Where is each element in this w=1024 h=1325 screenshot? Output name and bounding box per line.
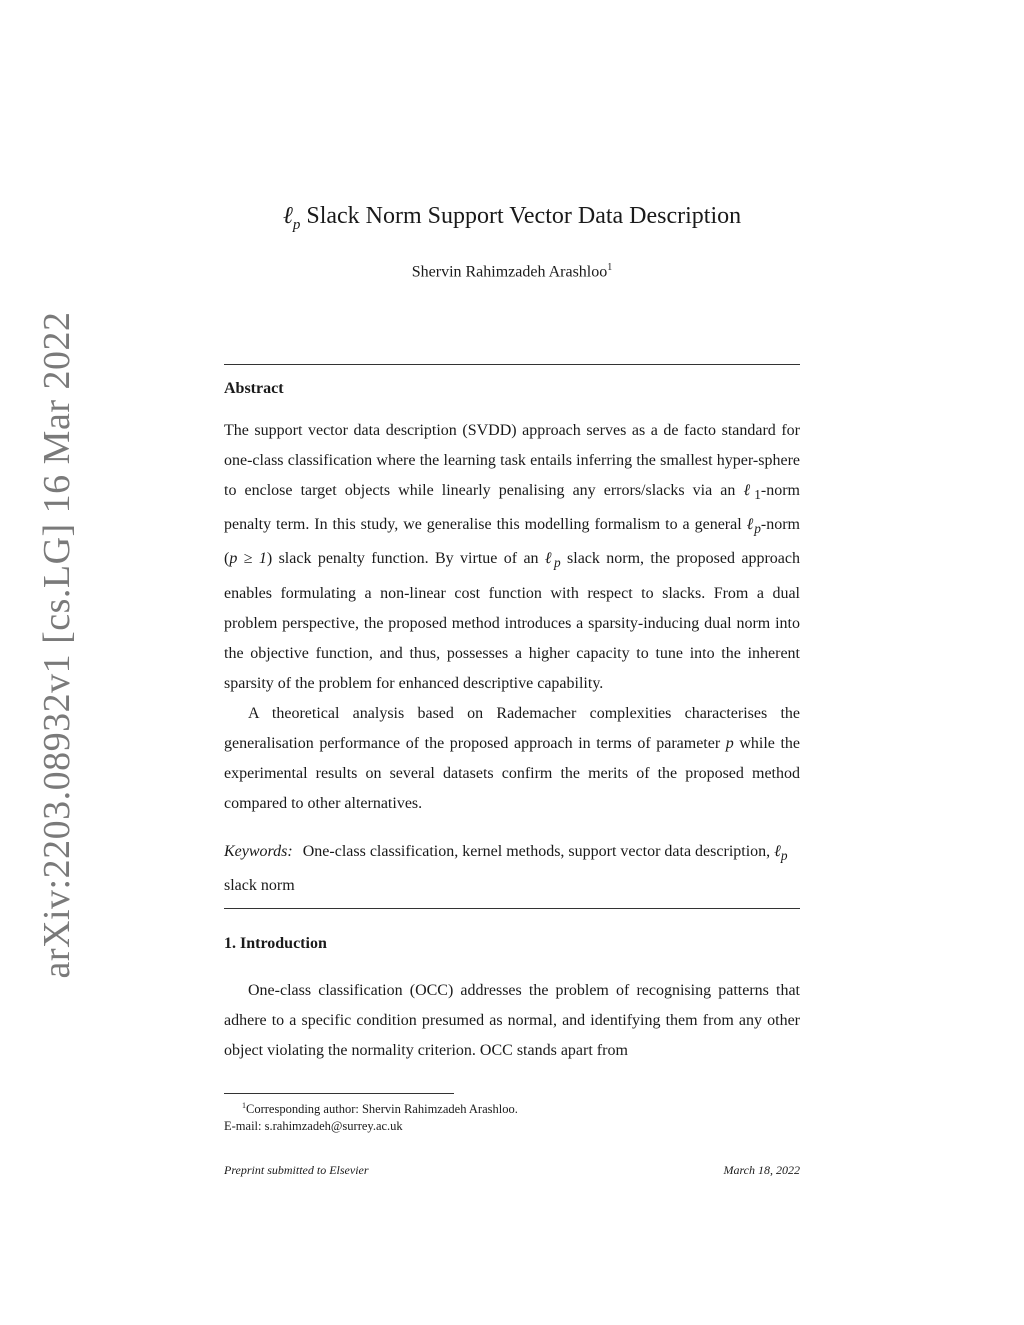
footnote-rule [224,1093,454,1094]
introduction-paragraph: One-class classification (OCC) addresses the problem of recognising patterns that adhere to a specific condition presumed as normal, and identifying them from any other object violating the normality criterion. OCC stands apart from [224,982,800,1059]
abstract-text: ) slack penalty function. By virtue of an [266,550,545,568]
math-ell: ℓ [774,843,781,860]
abstract-text: slack norm, the proposed approach enables formulating a non-linear cost function with respect to slacks. From a dual problem perspective, the proposed method introduces a sparsity-inducing dual norm into the objective function, and thus, possesses a higher capacity to tune into the inherent sparsity of the problem for enhanced descriptive capability. [224,550,801,692]
footnote-text: Corresponding author: Shervin Rahimzadeh Arashloo. [246,1102,518,1117]
author-line [0,262,1024,281]
keywords-label: Keywords: [224,843,293,860]
math-subscript: p [780,848,788,864]
keywords-text: One-class classification, kernel methods, support vector data description, [302,843,775,860]
math-subscript: 1 [754,487,761,503]
abstract-text: -norm ( [224,516,800,568]
abstract-bottom-rule [224,908,800,909]
title-ell-symbol: ℓ [282,203,293,229]
abstract-text: A theoretical analysis based on Rademacher complexities characterises the generalisation performance of the proposed approach in terms of parameter [224,704,800,752]
footnote-marker: 1 [242,1101,246,1110]
keywords [224,837,800,901]
math-ell: ℓ [544,550,554,568]
keywords-tail: slack norm [224,877,295,895]
title-text: Slack Norm Support Vector Data Description [300,203,742,229]
paper-title [0,203,1024,234]
math-subscript: p [754,521,761,537]
footnote [224,1097,518,1135]
footer-left: Preprint submitted to Elsevier [224,1163,369,1177]
section-heading-introduction: 1. Introduction [224,935,327,952]
math-subscript: p [553,555,561,571]
arxiv-identifier-stamp: arXiv:2203.08932v1 [cs.LG] 16 Mar 2022 [36,311,78,979]
abstract-paragraph-2 [224,699,800,819]
math-ell: ℓ [746,516,755,534]
page-footer [224,1163,800,1178]
author-footnote-marker: 1 [607,262,613,273]
footnote-line-2: E-mail: s.rahimzadeh@surrey.ac.uk [224,1119,403,1134]
abstract-paragraph-1 [224,416,800,699]
abstract-text: while the experimental results on several datasets confirm the merits of the proposed method compared to other alternatives. [224,734,801,812]
math-ell: ℓ [743,482,755,499]
abstract-text: -norm penalty term. In this study, we generalise this modelling formalism to a general [224,482,800,534]
math-variable: p [725,734,734,752]
author-name: Shervin Rahimzadeh Arashloo [411,263,608,281]
title-subscript: p [292,216,301,233]
abstract-top-rule [224,364,800,365]
abstract-text: The support vector data description (SVDD) approach serves as a de facto standard for one-class classification where the learning task entails inferring the smallest hyper-sphere to enclose target objects while linearly penalising any errors/slacks via an [224,422,800,499]
math-condition: p ≥ 1 [229,550,267,568]
footer-right: March 18, 2022 [723,1163,800,1177]
abstract-body [224,416,800,819]
footnote-line-1 [224,1097,518,1118]
abstract-heading: Abstract [224,380,284,397]
